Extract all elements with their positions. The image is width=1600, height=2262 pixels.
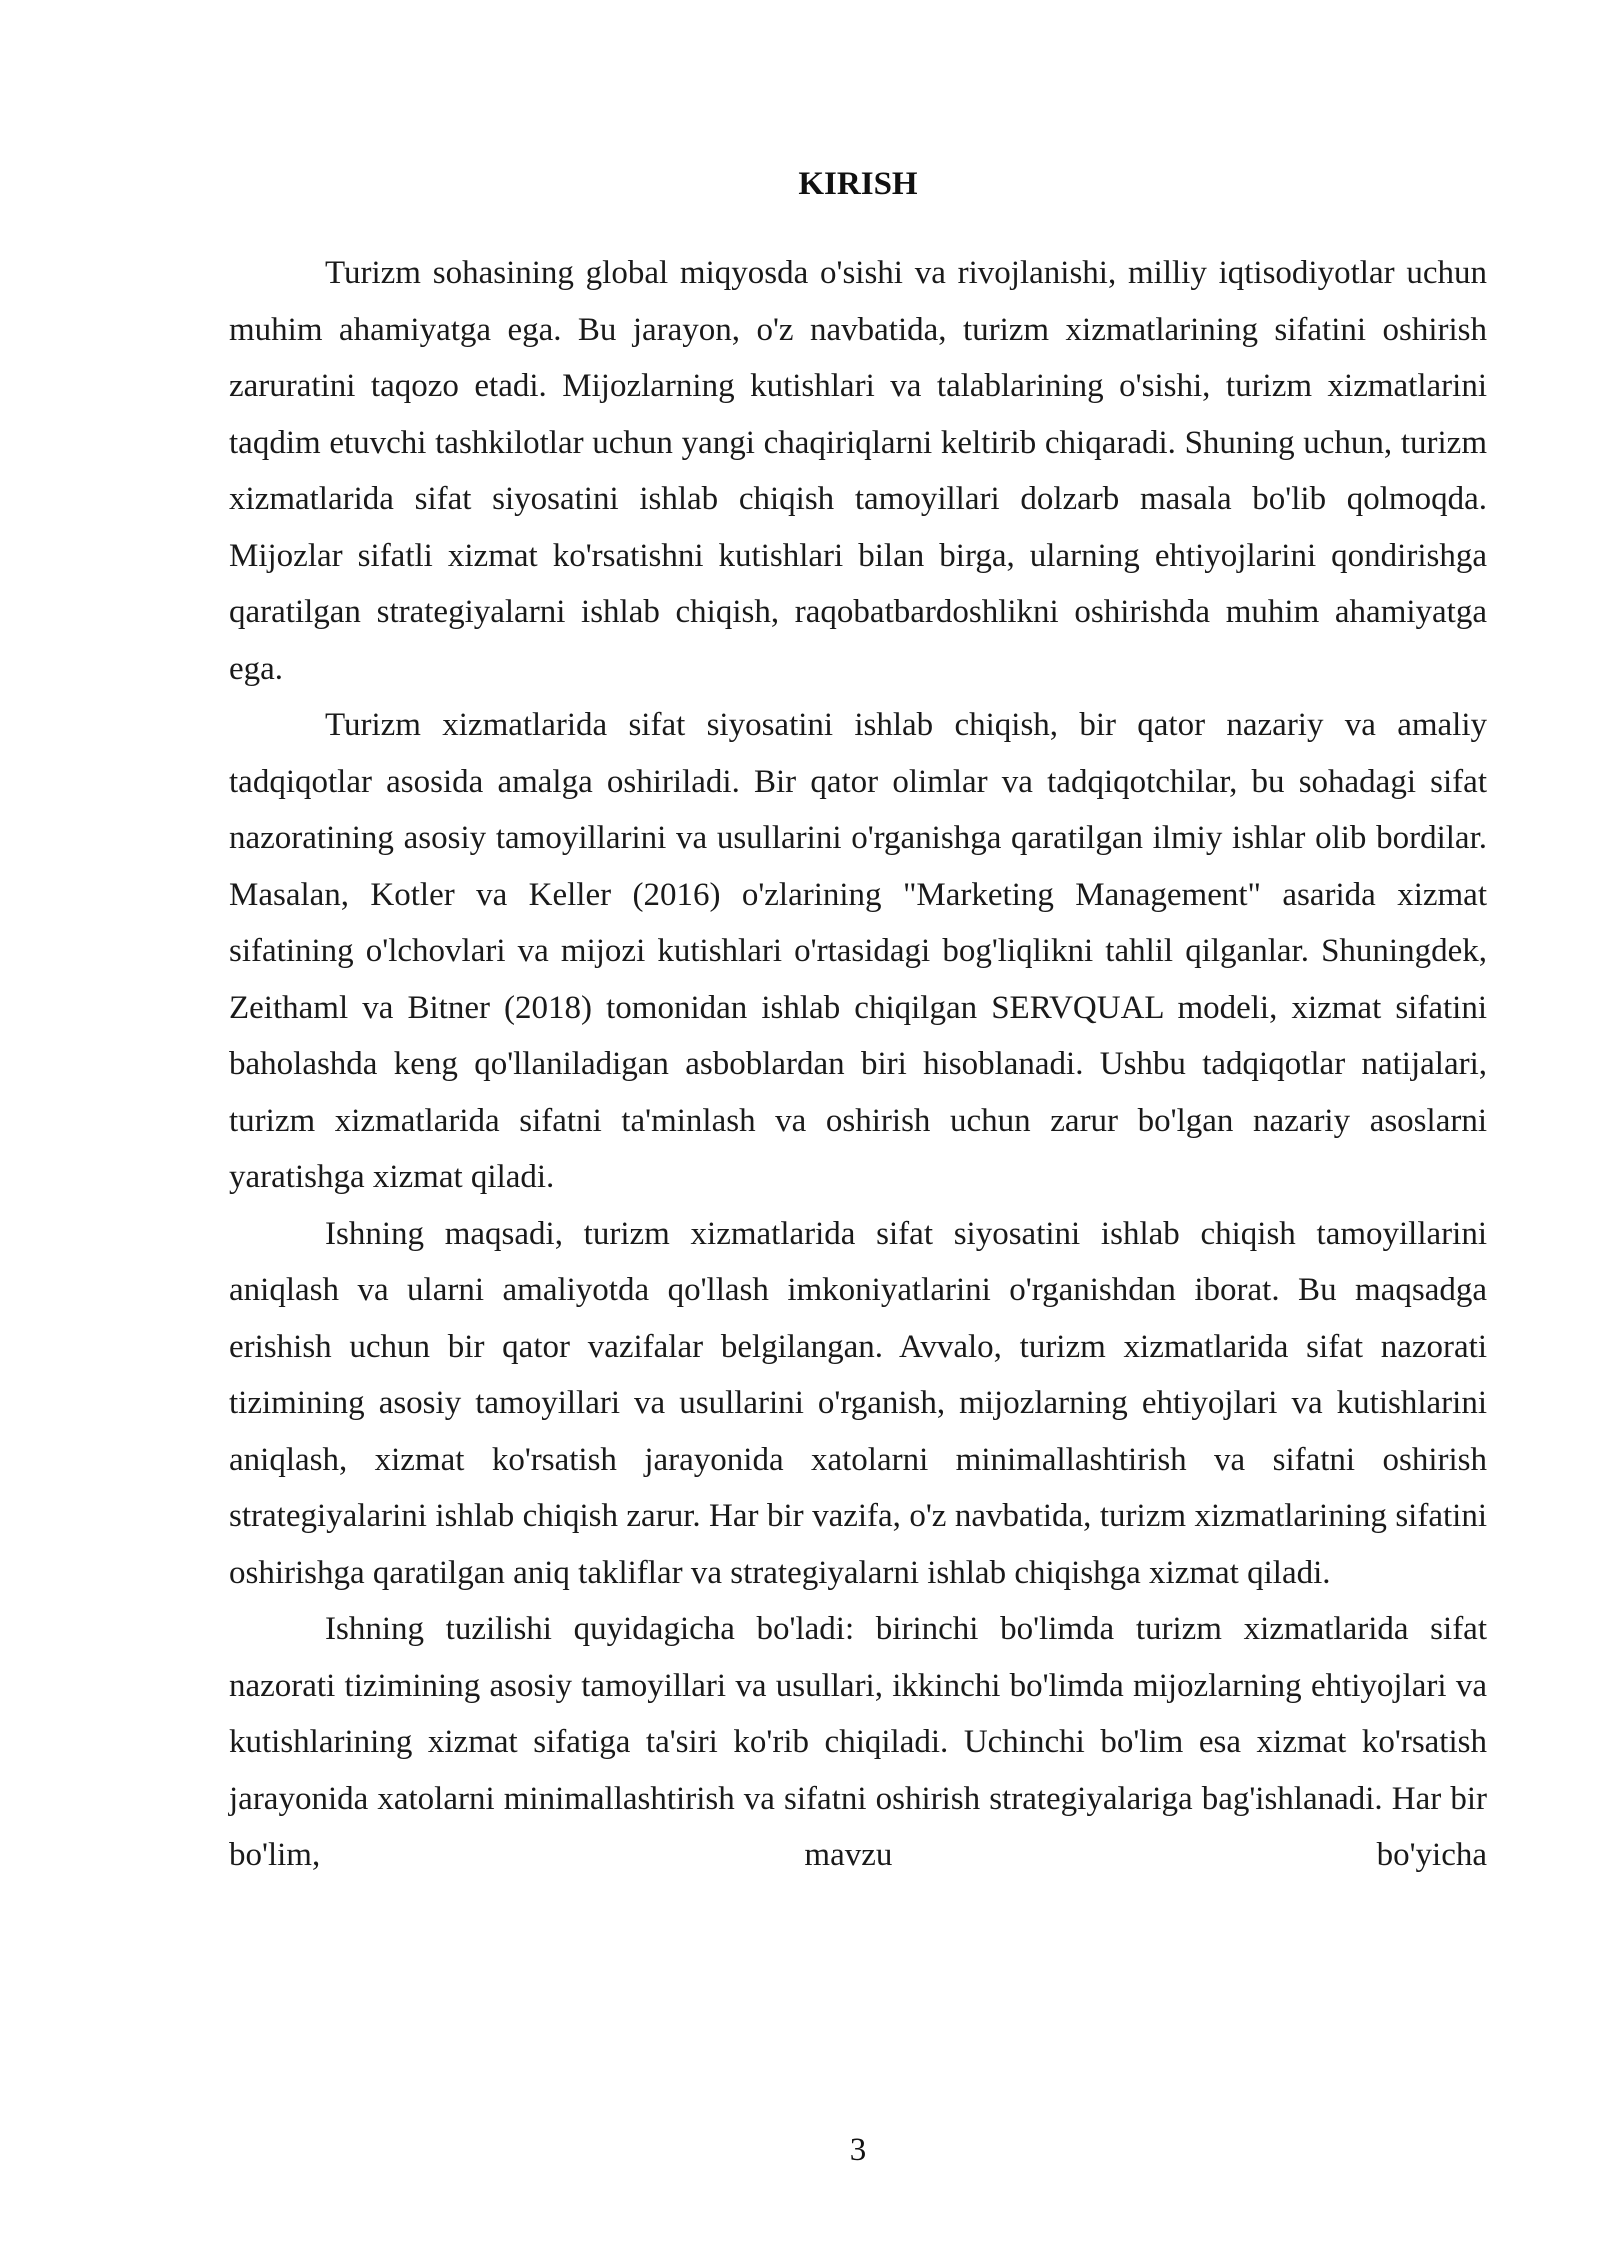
paragraph-literature: Turizm xizmatlarida sifat siyosatini ishlab chiqish, bir qator nazariy va amaliy tadqiqotlar asosida amalga oshiriladi. Bir qator olimlar va tadqiqotchilar, bu sohadagi sifat nazoratining asosiy tamoyillarini va usullarini o'rganishga qaratilgan ilmiy ishlar olib bordilar. Masalan, Kotler va Keller (2016) o'zlarining "Marketing Management" asarida xizmat sifatining o'lchovlari va mijozi kutishlari o'rtasidagi bog'liqlikni tahlil qilganlar. Shuningdek, Zeithaml va Bitner (2018) tomonidan ishlab chiqilgan SERVQUAL modeli, xizmat sifatini baholashda keng qo'llaniladigan asboblardan biri hisoblanadi. Ushbu tadqiqotlar natijalari, turizm xizmatlarida sifatni ta'minlash va oshirish uchun zarur bo'lgan nazariy asoslarni yaratishga xizmat qiladi.	[229, 707, 1487, 1195]
page-title: KIRISH	[798, 166, 918, 202]
page-number: 3	[849, 2132, 867, 2168]
paragraph-structure: Ishning tuzilishi quyidagicha bo'ladi: birinchi bo'limda turizm xizmatlarida sifat nazorati tizimining asosiy tamoyillari va usullari, ikkinchi bo'limda mijozlarning ehtiyojlari va kutishlarining xizmat sifatiga ta'siri ko'rib chiqiladi. Uchinchi bo'lim esa xizmat ko'rsatish jarayonida xatolarni minimallashtirish va sifatni oshirish strategiyalariga bag'ishlanadi. Har bir bo'lim, mavzu bo'yicha	[229, 1611, 1487, 1873]
paragraph-intro: Turizm sohasining global miqyosda o'sishi va rivojlanishi, milliy iqtisodiyotlar uchun muhim ahamiyatga ega. Bu jarayon, o'z navbatida, turizm xizmatlarining sifatini oshirish zaruratini taqozo etadi. Mijozlarning kutishlari va talablarining o'sishi, turizm xizmatlarini taqdim etuvchi tashkilotlar uchun yangi chaqiriqlarni keltirib chiqaradi. Shuning uchun, turizm xizmatlarida sifat siyosatini ishlab chiqish tamoyillari dolzarb masala bo'lib qolmoqda. Mijozlar sifatli xizmat ko'rsatishni kutishlari bilan birga, ularning ehtiyojlarini qondirishga qaratilgan strategiyalarni ishlab chiqish, raqobatbardoshlikni oshirishda muhim ahamiyatga ega.	[229, 255, 1487, 687]
paragraph-aim: Ishning maqsadi, turizm xizmatlarida sifat siyosatini ishlab chiqish tamoyillarini aniqlash va ularni amaliyotda qo'llash imkoniyatlarini o'rganishdan iborat. Bu maqsadga erishish uchun bir qator vazifalar belgilangan. Avvalo, turizm xizmatlarida sifat nazorati tizimining asosiy tamoyillari va usullarini o'rganish, mijozlarning ehtiyojlari va kutishlarini aniqlash, xizmat ko'rsatish jarayonida xatolarni minimallashtirish va sifatni oshirish strategiyalarini ishlab chiqish zarur. Har bir vazifa, o'z navbatida, turizm xizmatlarining sifatini oshirishga qaratilgan aniq takliflar va strategiyalarni ishlab chiqishga xizmat qiladi.	[229, 1215, 1487, 1591]
document-body	[229, 245, 1487, 1884]
